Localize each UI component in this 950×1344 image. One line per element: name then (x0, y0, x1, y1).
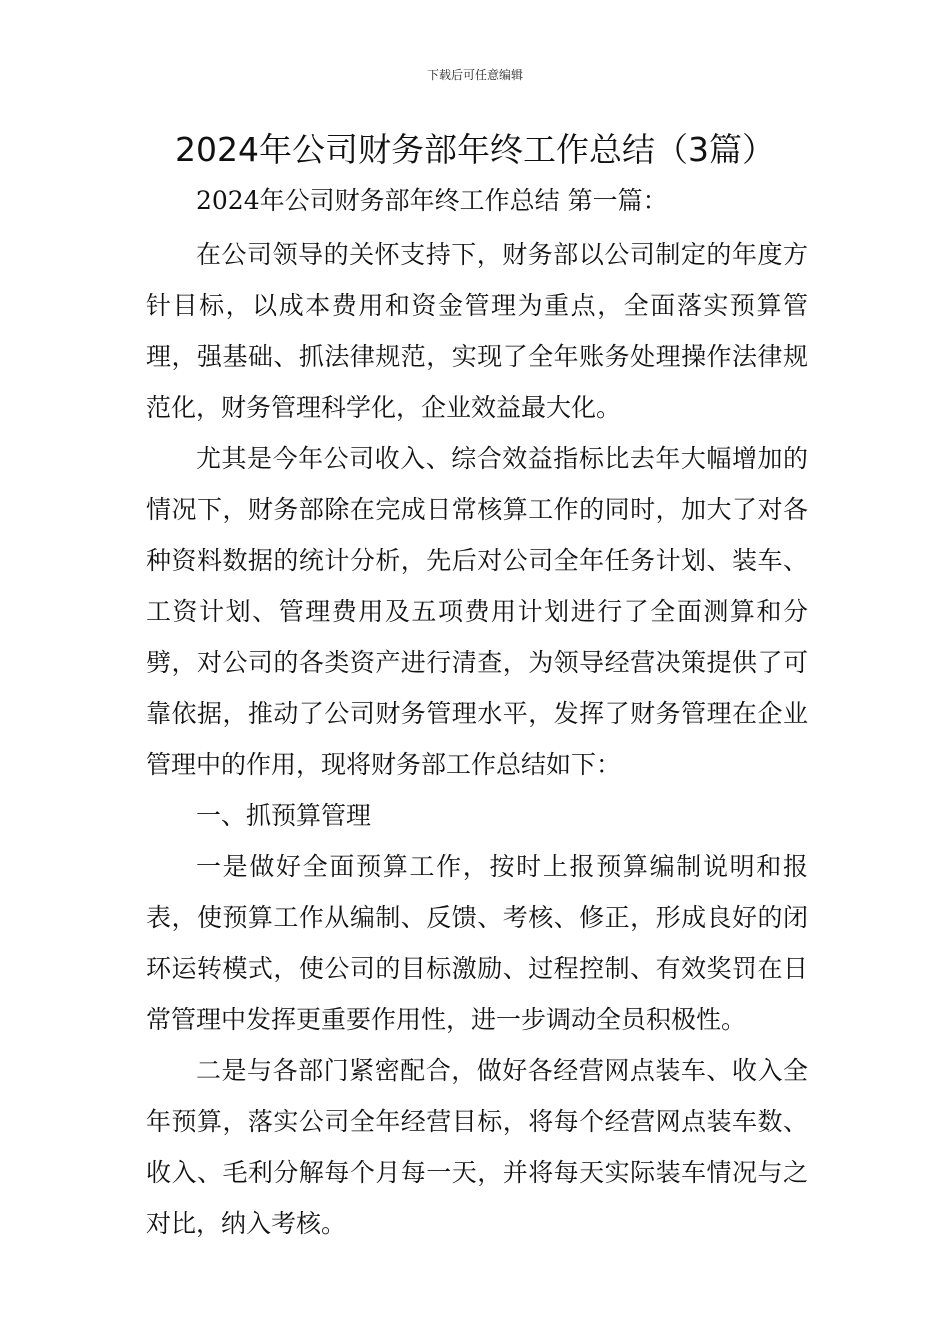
section-subtitle: 2024年公司财务部年终工作总结 第一篇： (196, 186, 668, 215)
paragraph-intro: 在公司领导的关怀支持下，财务部以公司制定的年度方针目标，以成本费用和资金管理为重点，全面落实预算管理，强基础、抓法律规范，实现了全年账务处理操作法律规范化，财务管理科学化，企业效益最大化。 (146, 240, 808, 422)
paragraph-overview: 尤其是今年公司收入、综合效益指标比去年大幅增加的情况下，财务部除在完成日常核算工作的同时，加大了对各种资料数据的统计分析，先后对公司全年任务计划、装车、工资计划、管理费用及五项费用计划进行了全面测算和分劈，对公司的各类资产进行清查，为领导经营决策提供了可靠依据，推动了公司财务管理水平，发挥了财务管理在企业管理中的作用，现将财务部工作总结如下： (146, 444, 808, 779)
document-title: 2024年公司财务部年终工作总结（3篇） (175, 130, 775, 169)
header-note: 下载后可任意编辑 (426, 68, 523, 82)
paragraph-budget-one: 一是做好全面预算工作，按时上报预算编制说明和报表，使预算工作从编制、反馈、考核、修正，形成良好的闭环运转模式，使公司的目标激励、过程控制、有效奖罚在日常管理中发挥更重要作用性，进一步调动全员积极性。 (146, 852, 808, 1034)
section-heading-budget: 一、抓预算管理 (196, 801, 372, 830)
paragraph-budget-two: 二是与各部门紧密配合，做好各经营网点装车、收入全年预算，落实公司全年经营目标，将每个经营网点装车数、收入、毛利分解每个月每一天，并将每天实际装车情况与之对比，纳入考核。 (146, 1056, 808, 1238)
document-body (146, 178, 808, 1249)
